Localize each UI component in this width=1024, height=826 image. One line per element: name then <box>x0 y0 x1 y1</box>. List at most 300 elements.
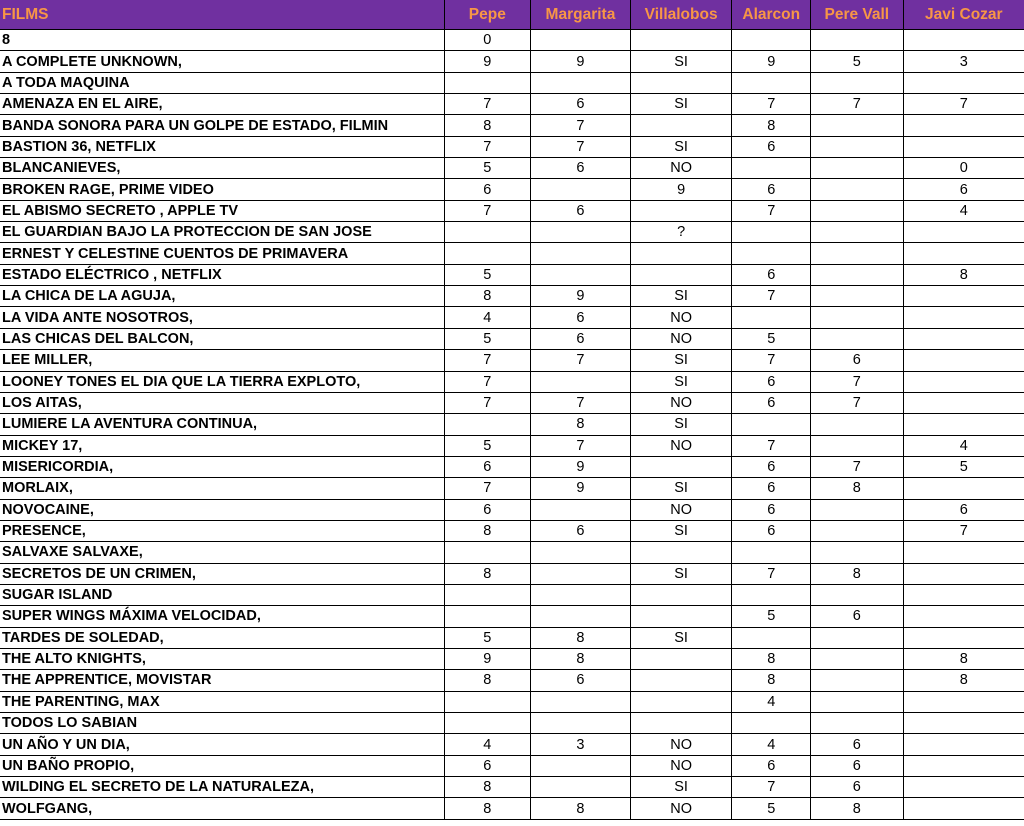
table-row <box>0 328 1024 349</box>
table-row <box>0 307 1024 328</box>
villalobos-rating-cell[interactable]: SI <box>630 136 732 157</box>
film-title-cell[interactable]: ESTADO ELÉCTRICO , NETFLIX <box>0 264 444 285</box>
table-row <box>0 648 1024 669</box>
table-row <box>0 499 1024 520</box>
javi-cozar-rating-cell[interactable] <box>903 542 1024 563</box>
villalobos-rating-cell[interactable]: SI <box>630 777 732 798</box>
pepe-rating-cell[interactable]: 0 <box>444 30 531 51</box>
javi-cozar-rating-cell[interactable]: 6 <box>903 499 1024 520</box>
javi-cozar-rating-cell[interactable] <box>903 136 1024 157</box>
alarcon-rating-cell[interactable]: 7 <box>732 200 811 221</box>
javi-cozar-rating-cell[interactable] <box>903 734 1024 755</box>
alarcon-rating-cell[interactable]: 6 <box>732 478 811 499</box>
table-row <box>0 158 1024 179</box>
pere-vall-rating-cell[interactable] <box>811 713 904 734</box>
header-javi-cozar[interactable]: Javi Cozar <box>903 0 1024 30</box>
pepe-rating-cell[interactable] <box>444 414 531 435</box>
villalobos-rating-cell[interactable]: SI <box>630 414 732 435</box>
pepe-rating-cell[interactable]: 5 <box>444 328 531 349</box>
pere-vall-rating-cell[interactable] <box>811 30 904 51</box>
film-title-cell[interactable]: SUGAR ISLAND <box>0 584 444 605</box>
film-title-cell[interactable]: MICKEY 17, <box>0 435 444 456</box>
javi-cozar-rating-cell[interactable]: 7 <box>903 520 1024 541</box>
film-title-cell[interactable]: WILDING EL SECRETO DE LA NATURALEZA, <box>0 777 444 798</box>
table-row <box>0 371 1024 392</box>
alarcon-rating-cell[interactable]: 7 <box>732 350 811 371</box>
pere-vall-rating-cell[interactable]: 6 <box>811 734 904 755</box>
alarcon-rating-cell[interactable]: 7 <box>732 777 811 798</box>
alarcon-rating-cell[interactable]: 6 <box>732 755 811 776</box>
margarita-rating-cell[interactable] <box>531 179 631 200</box>
pere-vall-rating-cell[interactable] <box>811 648 904 669</box>
alarcon-rating-cell[interactable]: 6 <box>732 136 811 157</box>
margarita-rating-cell[interactable]: 9 <box>531 51 631 72</box>
villalobos-rating-cell[interactable] <box>630 648 732 669</box>
alarcon-rating-cell[interactable]: 6 <box>732 520 811 541</box>
javi-cozar-rating-cell[interactable]: 4 <box>903 200 1024 221</box>
javi-cozar-rating-cell[interactable] <box>903 563 1024 584</box>
villalobos-rating-cell[interactable]: SI <box>630 520 732 541</box>
pere-vall-rating-cell[interactable] <box>811 286 904 307</box>
margarita-rating-cell[interactable]: 6 <box>531 94 631 115</box>
pere-vall-rating-cell[interactable]: 7 <box>811 456 904 477</box>
javi-cozar-rating-cell[interactable] <box>903 328 1024 349</box>
pere-vall-rating-cell[interactable] <box>811 200 904 221</box>
film-title-cell[interactable]: SECRETOS DE UN CRIMEN, <box>0 563 444 584</box>
javi-cozar-rating-cell[interactable]: 8 <box>903 264 1024 285</box>
alarcon-rating-cell[interactable] <box>732 158 811 179</box>
pere-vall-rating-cell[interactable]: 7 <box>811 371 904 392</box>
table-row <box>0 670 1024 691</box>
header-villalobos[interactable]: Villalobos <box>630 0 732 30</box>
alarcon-rating-cell[interactable] <box>732 30 811 51</box>
table-row <box>0 563 1024 584</box>
pere-vall-rating-cell[interactable]: 8 <box>811 563 904 584</box>
pepe-rating-cell[interactable]: 8 <box>444 520 531 541</box>
pere-vall-rating-cell[interactable] <box>811 136 904 157</box>
film-title-cell[interactable]: SUPER WINGS MÁXIMA VELOCIDAD, <box>0 606 444 627</box>
villalobos-rating-cell[interactable] <box>630 670 732 691</box>
villalobos-rating-cell[interactable]: SI <box>630 350 732 371</box>
table-row <box>0 542 1024 563</box>
villalobos-rating-cell[interactable] <box>630 264 732 285</box>
villalobos-rating-cell[interactable] <box>630 584 732 605</box>
pepe-rating-cell[interactable] <box>444 222 531 243</box>
table-row <box>0 222 1024 243</box>
margarita-rating-cell[interactable]: 6 <box>531 200 631 221</box>
margarita-rating-cell[interactable] <box>531 72 631 93</box>
javi-cozar-rating-cell[interactable] <box>903 222 1024 243</box>
alarcon-rating-cell[interactable]: 8 <box>732 648 811 669</box>
pere-vall-rating-cell[interactable]: 6 <box>811 606 904 627</box>
pepe-rating-cell[interactable]: 7 <box>444 371 531 392</box>
javi-cozar-rating-cell[interactable]: 0 <box>903 158 1024 179</box>
javi-cozar-rating-cell[interactable]: 8 <box>903 670 1024 691</box>
villalobos-rating-cell[interactable]: SI <box>630 286 732 307</box>
film-title-cell[interactable]: THE APPRENTICE, MOVISTAR <box>0 670 444 691</box>
villalobos-rating-cell[interactable] <box>630 200 732 221</box>
film-title-cell[interactable]: A TODA MAQUINA <box>0 72 444 93</box>
margarita-rating-cell[interactable]: 9 <box>531 286 631 307</box>
javi-cozar-rating-cell[interactable] <box>903 713 1024 734</box>
alarcon-rating-cell[interactable] <box>732 72 811 93</box>
margarita-rating-cell[interactable] <box>531 542 631 563</box>
pepe-rating-cell[interactable]: 6 <box>444 456 531 477</box>
alarcon-rating-cell[interactable]: 6 <box>732 392 811 413</box>
villalobos-rating-cell[interactable]: SI <box>630 627 732 648</box>
header-pepe[interactable]: Pepe <box>444 0 531 30</box>
table-row <box>0 243 1024 264</box>
margarita-rating-cell[interactable] <box>531 264 631 285</box>
table-row <box>0 478 1024 499</box>
pere-vall-rating-cell[interactable] <box>811 115 904 136</box>
pepe-rating-cell[interactable]: 8 <box>444 777 531 798</box>
alarcon-rating-cell[interactable] <box>732 627 811 648</box>
javi-cozar-rating-cell[interactable]: 7 <box>903 94 1024 115</box>
alarcon-rating-cell[interactable]: 7 <box>732 435 811 456</box>
film-title-cell[interactable]: BLANCANIEVES, <box>0 158 444 179</box>
villalobos-rating-cell[interactable]: SI <box>630 94 732 115</box>
film-title-cell[interactable]: LA CHICA DE LA AGUJA, <box>0 286 444 307</box>
pere-vall-rating-cell[interactable] <box>811 520 904 541</box>
margarita-rating-cell[interactable]: 8 <box>531 414 631 435</box>
table-row <box>0 179 1024 200</box>
villalobos-rating-cell[interactable]: NO <box>630 734 732 755</box>
javi-cozar-rating-cell[interactable] <box>903 392 1024 413</box>
villalobos-rating-cell[interactable] <box>630 691 732 712</box>
alarcon-rating-cell[interactable] <box>732 713 811 734</box>
alarcon-rating-cell[interactable]: 6 <box>732 456 811 477</box>
film-title-cell[interactable]: THE ALTO KNIGHTS, <box>0 648 444 669</box>
margarita-rating-cell[interactable]: 7 <box>531 115 631 136</box>
margarita-rating-cell[interactable]: 8 <box>531 627 631 648</box>
pepe-rating-cell[interactable] <box>444 606 531 627</box>
villalobos-rating-cell[interactable] <box>630 606 732 627</box>
pepe-rating-cell[interactable]: 8 <box>444 286 531 307</box>
film-title-cell[interactable]: EL GUARDIAN BAJO LA PROTECCION DE SAN JOSE <box>0 222 444 243</box>
javi-cozar-rating-cell[interactable] <box>903 691 1024 712</box>
pere-vall-rating-cell[interactable] <box>811 691 904 712</box>
pere-vall-rating-cell[interactable]: 6 <box>811 350 904 371</box>
javi-cozar-rating-cell[interactable]: 6 <box>903 179 1024 200</box>
table-row <box>0 734 1024 755</box>
villalobos-rating-cell[interactable]: NO <box>630 798 732 819</box>
film-title-cell[interactable]: MORLAIX, <box>0 478 444 499</box>
margarita-rating-cell[interactable] <box>531 777 631 798</box>
alarcon-rating-cell[interactable]: 6 <box>732 499 811 520</box>
villalobos-rating-cell[interactable]: SI <box>630 51 732 72</box>
pepe-rating-cell[interactable]: 8 <box>444 563 531 584</box>
film-title-cell[interactable]: LOONEY TONES EL DIA QUE LA TIERRA EXPLOTO, <box>0 371 444 392</box>
film-title-cell[interactable]: UN BAÑO PROPIO, <box>0 755 444 776</box>
pepe-rating-cell[interactable]: 7 <box>444 478 531 499</box>
javi-cozar-rating-cell[interactable] <box>903 72 1024 93</box>
margarita-rating-cell[interactable]: 9 <box>531 456 631 477</box>
pepe-rating-cell[interactable]: 5 <box>444 627 531 648</box>
table-row <box>0 520 1024 541</box>
margarita-rating-cell[interactable] <box>531 713 631 734</box>
villalobos-rating-cell[interactable]: NO <box>630 755 732 776</box>
javi-cozar-rating-cell[interactable] <box>903 115 1024 136</box>
villalobos-rating-cell[interactable]: 9 <box>630 179 732 200</box>
film-title-cell[interactable]: MISERICORDIA, <box>0 456 444 477</box>
pepe-rating-cell[interactable]: 4 <box>444 734 531 755</box>
film-title-cell[interactable]: LEE MILLER, <box>0 350 444 371</box>
pepe-rating-cell[interactable]: 7 <box>444 200 531 221</box>
film-title-cell[interactable]: UN AÑO Y UN DIA, <box>0 734 444 755</box>
alarcon-rating-cell[interactable]: 6 <box>732 179 811 200</box>
pere-vall-rating-cell[interactable] <box>811 670 904 691</box>
pepe-rating-cell[interactable]: 5 <box>444 264 531 285</box>
villalobos-rating-cell[interactable] <box>630 72 732 93</box>
margarita-rating-cell[interactable]: 7 <box>531 392 631 413</box>
margarita-rating-cell[interactable]: 7 <box>531 350 631 371</box>
film-title-cell[interactable]: LA VIDA ANTE NOSOTROS, <box>0 307 444 328</box>
margarita-rating-cell[interactable]: 3 <box>531 734 631 755</box>
alarcon-rating-cell[interactable]: 6 <box>732 264 811 285</box>
villalobos-rating-cell[interactable]: ? <box>630 222 732 243</box>
film-title-cell[interactable]: A COMPLETE UNKNOWN, <box>0 51 444 72</box>
javi-cozar-rating-cell[interactable] <box>903 606 1024 627</box>
villalobos-rating-cell[interactable] <box>630 243 732 264</box>
pere-vall-rating-cell[interactable] <box>811 307 904 328</box>
pepe-rating-cell[interactable]: 5 <box>444 158 531 179</box>
film-title-cell[interactable]: TODOS LO SABIAN <box>0 713 444 734</box>
pere-vall-rating-cell[interactable] <box>811 584 904 605</box>
margarita-rating-cell[interactable]: 6 <box>531 158 631 179</box>
film-title-cell[interactable]: LOS AITAS, <box>0 392 444 413</box>
pepe-rating-cell[interactable]: 5 <box>444 435 531 456</box>
javi-cozar-rating-cell[interactable] <box>903 414 1024 435</box>
margarita-rating-cell[interactable]: 8 <box>531 648 631 669</box>
margarita-rating-cell[interactable] <box>531 499 631 520</box>
alarcon-rating-cell[interactable]: 5 <box>732 606 811 627</box>
villalobos-rating-cell[interactable] <box>630 542 732 563</box>
margarita-rating-cell[interactable] <box>531 584 631 605</box>
villalobos-rating-cell[interactable]: SI <box>630 371 732 392</box>
table-row <box>0 94 1024 115</box>
table-row <box>0 414 1024 435</box>
table-row <box>0 392 1024 413</box>
alarcon-rating-cell[interactable] <box>732 414 811 435</box>
pere-vall-rating-cell[interactable] <box>811 222 904 243</box>
pere-vall-rating-cell[interactable]: 8 <box>811 478 904 499</box>
villalobos-rating-cell[interactable] <box>630 30 732 51</box>
pere-vall-rating-cell[interactable] <box>811 499 904 520</box>
alarcon-rating-cell[interactable]: 7 <box>732 563 811 584</box>
javi-cozar-rating-cell[interactable] <box>903 798 1024 819</box>
villalobos-rating-cell[interactable]: SI <box>630 563 732 584</box>
margarita-rating-cell[interactable]: 9 <box>531 478 631 499</box>
table-row <box>0 72 1024 93</box>
javi-cozar-rating-cell[interactable]: 5 <box>903 456 1024 477</box>
pepe-rating-cell[interactable]: 6 <box>444 179 531 200</box>
alarcon-rating-cell[interactable] <box>732 222 811 243</box>
alarcon-rating-cell[interactable] <box>732 542 811 563</box>
villalobos-rating-cell[interactable]: NO <box>630 499 732 520</box>
pere-vall-rating-cell[interactable]: 7 <box>811 94 904 115</box>
pepe-rating-cell[interactable] <box>444 72 531 93</box>
margarita-rating-cell[interactable] <box>531 371 631 392</box>
javi-cozar-rating-cell[interactable] <box>903 350 1024 371</box>
table-row <box>0 456 1024 477</box>
table-row <box>0 798 1024 819</box>
margarita-rating-cell[interactable]: 6 <box>531 520 631 541</box>
pere-vall-rating-cell[interactable] <box>811 264 904 285</box>
alarcon-rating-cell[interactable]: 4 <box>732 691 811 712</box>
villalobos-rating-cell[interactable]: NO <box>630 328 732 349</box>
villalobos-rating-cell[interactable]: NO <box>630 435 732 456</box>
pere-vall-rating-cell[interactable] <box>811 414 904 435</box>
alarcon-rating-cell[interactable] <box>732 243 811 264</box>
pepe-rating-cell[interactable]: 6 <box>444 755 531 776</box>
pere-vall-rating-cell[interactable]: 8 <box>811 798 904 819</box>
header-alarcon[interactable]: Alarcon <box>732 0 811 30</box>
javi-cozar-rating-cell[interactable] <box>903 243 1024 264</box>
javi-cozar-rating-cell[interactable] <box>903 584 1024 605</box>
javi-cozar-rating-cell[interactable] <box>903 755 1024 776</box>
pepe-rating-cell[interactable] <box>444 584 531 605</box>
pepe-rating-cell[interactable]: 7 <box>444 136 531 157</box>
pepe-rating-cell[interactable]: 8 <box>444 670 531 691</box>
pere-vall-rating-cell[interactable] <box>811 179 904 200</box>
villalobos-rating-cell[interactable] <box>630 115 732 136</box>
alarcon-rating-cell[interactable]: 8 <box>732 115 811 136</box>
pepe-rating-cell[interactable]: 6 <box>444 499 531 520</box>
table-row <box>0 755 1024 776</box>
header-pere-vall[interactable]: Pere Vall <box>811 0 904 30</box>
javi-cozar-rating-cell[interactable] <box>903 286 1024 307</box>
villalobos-rating-cell[interactable]: SI <box>630 478 732 499</box>
pepe-rating-cell[interactable] <box>444 243 531 264</box>
film-title-cell[interactable]: PRESENCE, <box>0 520 444 541</box>
pepe-rating-cell[interactable] <box>444 713 531 734</box>
alarcon-rating-cell[interactable]: 6 <box>732 371 811 392</box>
pepe-rating-cell[interactable]: 4 <box>444 307 531 328</box>
margarita-rating-cell[interactable]: 6 <box>531 670 631 691</box>
header-films[interactable]: FILMS <box>0 0 444 30</box>
pere-vall-rating-cell[interactable] <box>811 542 904 563</box>
table-row <box>0 350 1024 371</box>
film-title-cell[interactable]: 8 <box>0 30 444 51</box>
pepe-rating-cell[interactable]: 7 <box>444 392 531 413</box>
villalobos-rating-cell[interactable] <box>630 713 732 734</box>
margarita-rating-cell[interactable] <box>531 755 631 776</box>
javi-cozar-rating-cell[interactable] <box>903 478 1024 499</box>
javi-cozar-rating-cell[interactable] <box>903 30 1024 51</box>
alarcon-rating-cell[interactable]: 8 <box>732 670 811 691</box>
villalobos-rating-cell[interactable]: NO <box>630 307 732 328</box>
margarita-rating-cell[interactable] <box>531 606 631 627</box>
table-row <box>0 627 1024 648</box>
pepe-rating-cell[interactable] <box>444 691 531 712</box>
margarita-rating-cell[interactable] <box>531 30 631 51</box>
film-title-cell[interactable]: THE PARENTING, MAX <box>0 691 444 712</box>
alarcon-rating-cell[interactable] <box>732 307 811 328</box>
film-title-cell[interactable]: AMENAZA EN EL AIRE, <box>0 94 444 115</box>
pere-vall-rating-cell[interactable] <box>811 627 904 648</box>
pepe-rating-cell[interactable]: 8 <box>444 115 531 136</box>
pere-vall-rating-cell[interactable]: 6 <box>811 755 904 776</box>
alarcon-rating-cell[interactable] <box>732 584 811 605</box>
film-title-cell[interactable]: TARDES DE SOLEDAD, <box>0 627 444 648</box>
film-title-cell[interactable]: BROKEN RAGE, PRIME VIDEO <box>0 179 444 200</box>
javi-cozar-rating-cell[interactable]: 8 <box>903 648 1024 669</box>
film-title-cell[interactable]: ERNEST Y CELESTINE CUENTOS DE PRIMAVERA <box>0 243 444 264</box>
pere-vall-rating-cell[interactable]: 6 <box>811 777 904 798</box>
table-row <box>0 606 1024 627</box>
table-row <box>0 286 1024 307</box>
pepe-rating-cell[interactable] <box>444 542 531 563</box>
film-title-cell[interactable]: SALVAXE SALVAXE, <box>0 542 444 563</box>
pepe-rating-cell[interactable]: 7 <box>444 94 531 115</box>
film-title-cell[interactable]: LAS CHICAS DEL BALCON, <box>0 328 444 349</box>
table-row <box>0 435 1024 456</box>
margarita-rating-cell[interactable] <box>531 563 631 584</box>
javi-cozar-rating-cell[interactable] <box>903 371 1024 392</box>
javi-cozar-rating-cell[interactable]: 3 <box>903 51 1024 72</box>
header-margarita[interactable]: Margarita <box>531 0 631 30</box>
pepe-rating-cell[interactable]: 7 <box>444 350 531 371</box>
alarcon-rating-cell[interactable]: 7 <box>732 286 811 307</box>
pepe-rating-cell[interactable]: 9 <box>444 51 531 72</box>
villalobos-rating-cell[interactable]: NO <box>630 158 732 179</box>
alarcon-rating-cell[interactable]: 5 <box>732 798 811 819</box>
pere-vall-rating-cell[interactable] <box>811 158 904 179</box>
margarita-rating-cell[interactable]: 8 <box>531 798 631 819</box>
villalobos-rating-cell[interactable]: NO <box>630 392 732 413</box>
margarita-rating-cell[interactable]: 6 <box>531 307 631 328</box>
alarcon-rating-cell[interactable]: 4 <box>732 734 811 755</box>
film-title-cell[interactable]: LUMIERE LA AVENTURA CONTINUA, <box>0 414 444 435</box>
table-row <box>0 713 1024 734</box>
film-title-cell[interactable]: BASTION 36, NETFLIX <box>0 136 444 157</box>
margarita-rating-cell[interactable]: 6 <box>531 328 631 349</box>
margarita-rating-cell[interactable] <box>531 222 631 243</box>
javi-cozar-rating-cell[interactable] <box>903 777 1024 798</box>
pere-vall-rating-cell[interactable] <box>811 72 904 93</box>
film-title-cell[interactable]: NOVOCAINE, <box>0 499 444 520</box>
film-title-cell[interactable]: EL ABISMO SECRETO , APPLE TV <box>0 200 444 221</box>
pere-vall-rating-cell[interactable] <box>811 435 904 456</box>
villalobos-rating-cell[interactable] <box>630 456 732 477</box>
table-row <box>0 115 1024 136</box>
table-row <box>0 584 1024 605</box>
table-row <box>0 51 1024 72</box>
pere-vall-rating-cell[interactable]: 5 <box>811 51 904 72</box>
alarcon-rating-cell[interactable]: 5 <box>732 328 811 349</box>
javi-cozar-rating-cell[interactable] <box>903 627 1024 648</box>
pere-vall-rating-cell[interactable] <box>811 328 904 349</box>
alarcon-rating-cell[interactable]: 9 <box>732 51 811 72</box>
pere-vall-rating-cell[interactable]: 7 <box>811 392 904 413</box>
film-title-cell[interactable]: WOLFGANG, <box>0 798 444 819</box>
margarita-rating-cell[interactable] <box>531 691 631 712</box>
margarita-rating-cell[interactable]: 7 <box>531 435 631 456</box>
margarita-rating-cell[interactable]: 7 <box>531 136 631 157</box>
pepe-rating-cell[interactable]: 8 <box>444 798 531 819</box>
alarcon-rating-cell[interactable]: 7 <box>732 94 811 115</box>
pepe-rating-cell[interactable]: 9 <box>444 648 531 669</box>
table-row <box>0 30 1024 51</box>
pere-vall-rating-cell[interactable] <box>811 243 904 264</box>
javi-cozar-rating-cell[interactable] <box>903 307 1024 328</box>
javi-cozar-rating-cell[interactable]: 4 <box>903 435 1024 456</box>
table-body <box>0 30 1024 820</box>
header-row <box>0 0 1024 30</box>
margarita-rating-cell[interactable] <box>531 243 631 264</box>
film-title-cell[interactable]: BANDA SONORA PARA UN GOLPE DE ESTADO, FILMIN <box>0 115 444 136</box>
